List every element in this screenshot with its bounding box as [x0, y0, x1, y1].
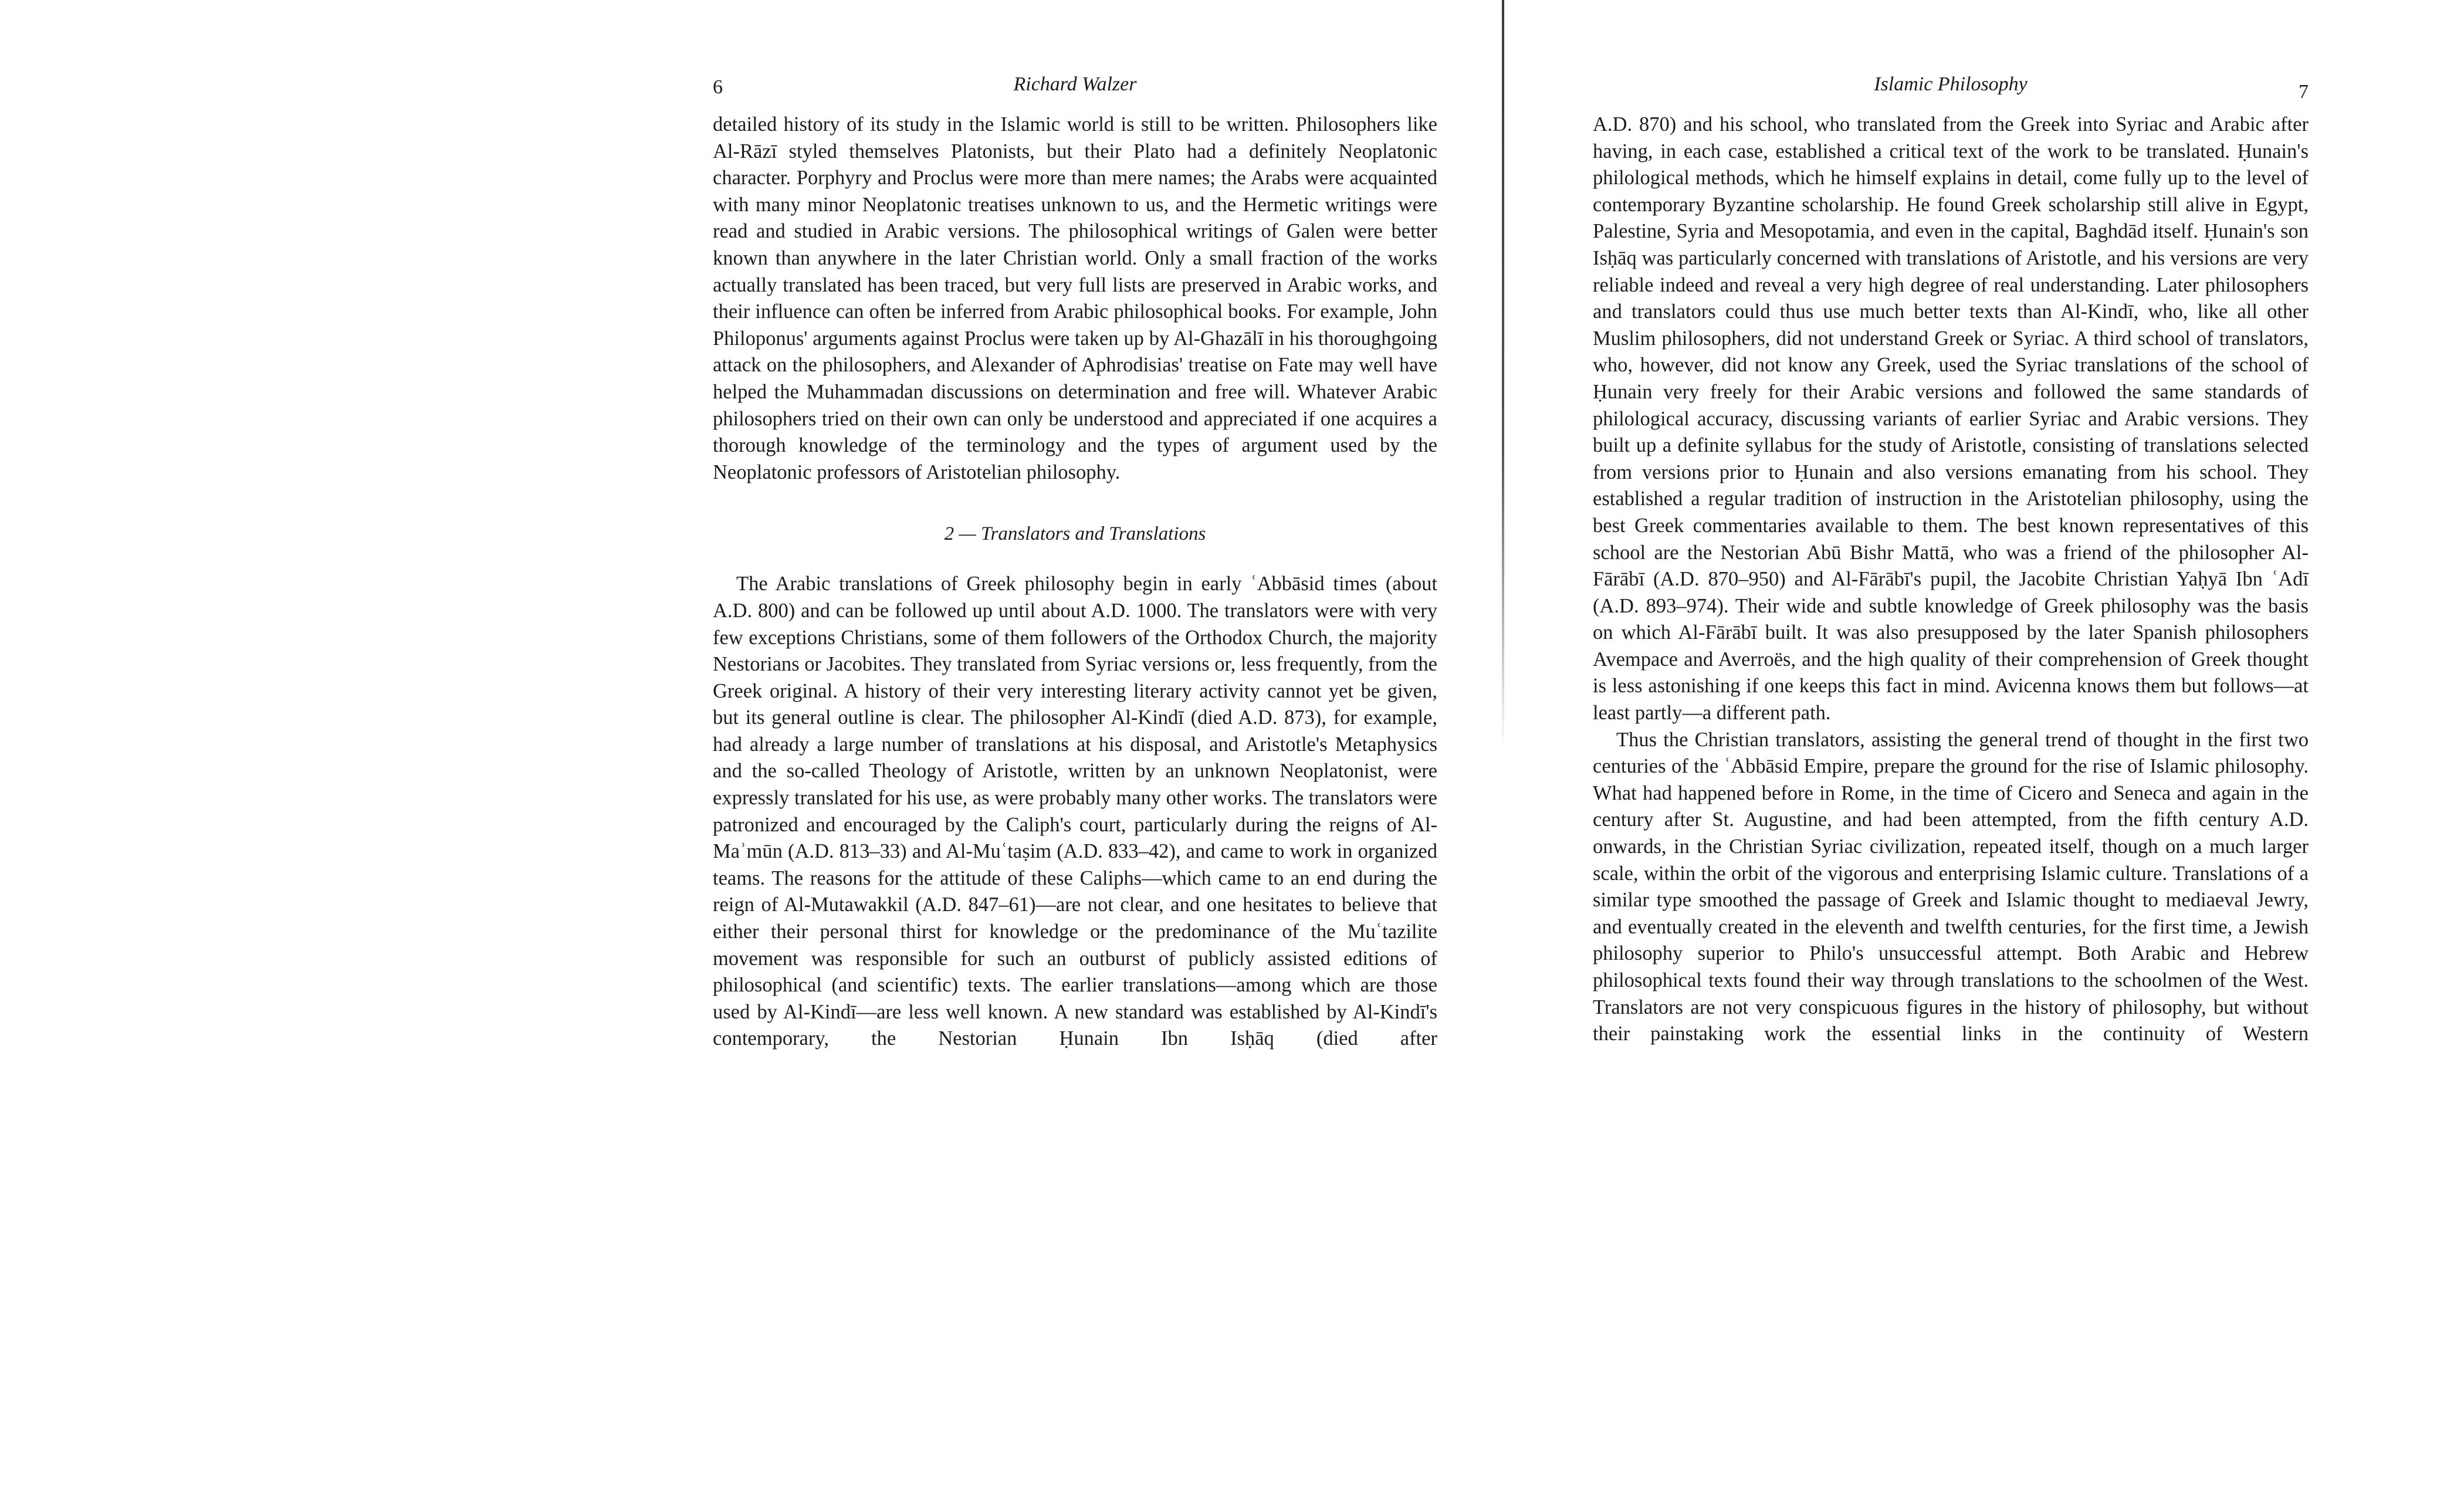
paragraph: detailed history of its study in the Islamic world is still to be written. Philosophers like Al-Rāzī styled themselves Platonists, but their Plato had a definitely Neoplatonic character. Porphyry and Proclus were more than mere names; the Arabs were acquainted with many minor Neoplatonic treatises unknown to us, and the Hermetic writings were read and studied in Arabic versions. The philosophical writings of Galen were better known than anywhere in the later Christian world. Only a small fraction of the works actually translated has been traced, but very full lists are preserved in Arabic works, and their influence can often be inferred from Arabic philosophical books. For example, John Philoponus' arguments against Proclus were taken up by Al-Ghazālī in his thoroughgoing attack on the philosophers, and Alexander of Aphrodisias' treatise on Fate may well have helped the Muhammadan discussions on determination and free will. Whatever Arabic philosophers tried on their own can only be understood and appreciated if one acquires a thorough knowledge of the terminology and the types of argument used by the Neoplatonic professors of Aristotelian philosophy.	[713, 113, 1437, 483]
running-head: Islamic Philosophy	[1874, 73, 2028, 95]
paragraph: A.D. 870) and his school, who translated from the Greek into Syriac and Arabic after having, in each case, established a critical text of the work to be translated. Ḥunain's philological methods, which he himself explains in detail, come fully up to the level of contemporary Byzantine scholarship. He found Greek scholarship still alive in Egypt, Palestine, Syria and Mesopotamia, and even in the capital, Baghdād itself. Ḥunain's son Isḥāq was particularly concerned with translations of Aristotle, and his versions are very reliable indeed and reveal a very high degree of real understanding. Later philosophers and translators could thus use much better texts than Al-Kindī, who, like all other Muslim philosophers, did not understand Greek or Syriac. A third school of translators, who, however, did not know any Greek, used the Syriac translations of the school of Ḥunain very freely for their Arabic versions and followed the same standards of philological accuracy, discussing variants of earlier Syriac and Arabic versions. They built up a definite syllabus for the study of Aristotle, consisting of translations selected from versions prior to Ḥunain and also versions emanating from his school. They established a regular tradition of instruction in the Aristotelian philosophy, using the best Greek commentaries available to them. The best known representatives of this school are the Nestorian Abū Bishr Mattā, who was a friend of the philosopher Al-Fārābī (A.D. 870–950) and Al-Fārābī's pupil, the Jacobite Christian Yaḥyā Ibn ʿAdī (A.D. 893–974). Their wide and subtle knowledge of Greek philosophy was the basis on which Al-Fārābī built. It was also presupposed by the later Spanish philosophers Avempace and Averroës, and the high quality of their comprehension of Greek thought is less astonishing if one keeps this fact in mind. Avicenna knows them but follows—at least partly—a different path.	[1593, 113, 2309, 725]
running-head: Richard Walzer	[1013, 73, 1137, 95]
paragraph: The Arabic translations of Greek philosophy begin in early ʿAbbāsid times (about A.D. 800) and can be followed up until about A.D. 1000. The translators were with very few exceptions Christians, some of them followers of the Orthodox Church, the majority Nestorians or Jacobites. They translated from Syriac versions or, less frequently, from the Greek original. A history of their very interesting literary activity cannot yet be given, but its general outline is clear. The philosopher Al-Kindī (died A.D. 873), for example, had already a large number of translations at his disposal, and Aristotle's Metaphysics and the so-called Theology of Aristotle, written by an unknown Neoplatonist, were expressly translated for his use, as were probably many other works. The translators were patronized and encouraged by the Caliph's court, particularly during the reigns of Al-Maʾmūn (A.D. 813–33) and Al-Muʿtaṣim (A.D. 833–42), and came to work in organized teams. The reasons for the attitude of these Caliphs—which came to an end during the reign of Al-Mutawakkil (A.D. 847–61)—are not clear, and one hesitates to believe that either their personal thirst for knowledge or the predominance of the Muʿtazilite movement was responsible for such an outburst of publicly assisted editions of philosophical (and scientific) texts. The earlier translations—among which are those used by Al-Kindī—are less well known. A new standard was established by Al-Kindī's contemporary, the Nestorian Ḥunain Ibn Isḥāq (died after	[713, 573, 1437, 1050]
left-page-header	[713, 70, 1437, 111]
book-gutter	[1502, 0, 1504, 751]
paragraph: Thus the Christian translators, assisting the general trend of thought in the first two centuries of the ʿAbbāsid Empire, prepare the ground for the rise of Islamic philosophy. What had happened before in Rome, in the time of Cicero and Seneca and again in the century after St. Augustine, and had been attempted, from the fifth century A.D. onwards, in the Christian Syriac civilization, repeated itself, though on a much larger scale, within the orbit of the vigorous and enterprising Islamic culture. Translations of a similar type smoothed the passage of Greek and Islamic thought to mediaeval Jewry, and eventually created in the eleventh and twelfth centuries, for the first time, a Jewish philosophy superior to Philo's unsuccessful attempt. Both Arabic and Hebrew philosophical texts found their way through translations to the schoolmen of the West. Translators are not very conspicuous figures in the history of philosophy, but without their painstaking work the essential links in the continuity of Western	[1593, 728, 2309, 1045]
right-page-body	[1593, 111, 2309, 1048]
left-page	[713, 70, 1437, 1052]
right-page-header	[1593, 70, 2309, 111]
section-heading: 2 — Translators and Translations	[944, 523, 1206, 545]
left-page-body	[713, 111, 1437, 1052]
page-number: 6	[713, 76, 723, 98]
page-number: 7	[2299, 81, 2309, 103]
right-page	[1593, 70, 2309, 1048]
